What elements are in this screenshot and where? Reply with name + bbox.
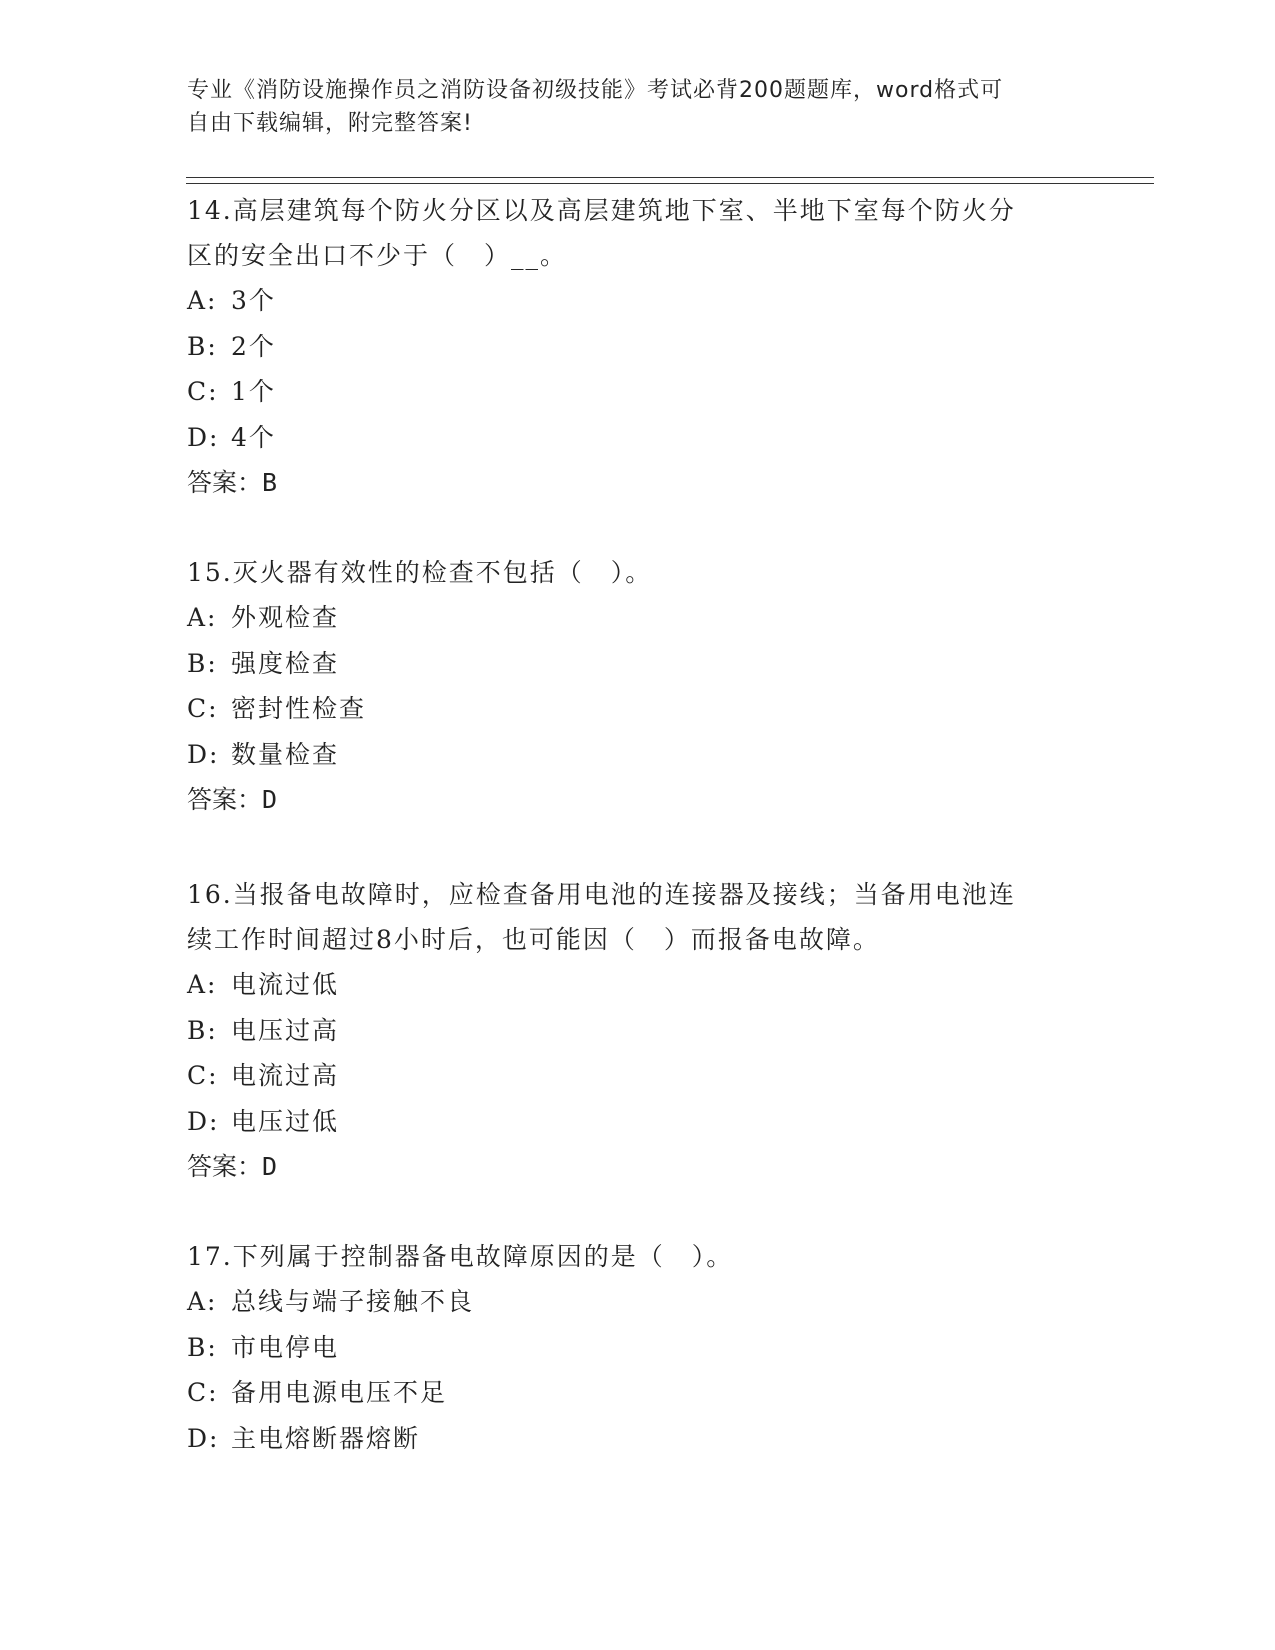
answer-label: 答案： xyxy=(187,468,263,497)
option-letter: A: xyxy=(187,970,218,999)
header-line-1: 专业《消防设施操作员之消防设备初级技能》考试必背200题题库，word格式可 xyxy=(187,78,1004,103)
header-divider-top xyxy=(186,177,1154,178)
answer-value: B xyxy=(262,468,278,497)
option-letter: B: xyxy=(187,1015,218,1045)
option-text: 强度检查 xyxy=(231,648,340,678)
question-stem-line: 15.灭火器有效性的检查不包括（ ）。 xyxy=(187,558,653,587)
question-stem-line: 14.高层建筑每个防火分区以及高层建筑地下室、半地下室每个防火分 xyxy=(187,196,1016,225)
option-d xyxy=(187,1099,1087,1145)
answer-line xyxy=(187,777,1087,823)
option-b xyxy=(187,1325,1087,1371)
answer-value: D xyxy=(262,785,278,814)
question-stem-line: 17.下列属于控制器备电故障原因的是（ ）。 xyxy=(187,1242,734,1271)
option-text: 电压过高 xyxy=(231,1015,340,1045)
option-letter: B: xyxy=(187,1332,218,1362)
option-letter: A: xyxy=(187,286,218,315)
option-letter: D: xyxy=(187,1106,220,1136)
option-a xyxy=(187,278,1087,324)
option-letter: D: xyxy=(187,1423,220,1453)
option-text: 电流过高 xyxy=(231,1061,340,1090)
option-text: 2个 xyxy=(231,331,276,361)
option-c xyxy=(187,1370,1087,1416)
option-letter: A: xyxy=(187,1287,218,1316)
option-letter: D: xyxy=(187,422,220,452)
option-letter: C: xyxy=(187,1378,219,1407)
option-c xyxy=(187,1053,1087,1099)
question-stem-line: 续工作时间超过8小时后，也可能因（ ）而报备电故障。 xyxy=(187,925,880,954)
option-letter: C: xyxy=(187,377,219,406)
option-text: 总线与端子接触不良 xyxy=(231,1287,475,1316)
option-letter: B: xyxy=(187,331,218,361)
option-a xyxy=(187,962,1087,1008)
option-b xyxy=(187,1008,1087,1054)
document-header-note xyxy=(187,74,1087,140)
option-letter: C: xyxy=(187,694,219,723)
header-line-2: 自由下载编辑，附完整答案! xyxy=(187,111,473,136)
answer-value: D xyxy=(262,1152,278,1181)
option-b xyxy=(187,641,1087,687)
option-text: 4个 xyxy=(231,422,276,452)
question-stem xyxy=(187,188,1087,278)
question-stem-line: 区的安全出口不少于（ ）__。 xyxy=(187,241,568,270)
question-15 xyxy=(187,550,1087,823)
answer-label: 答案： xyxy=(187,785,263,814)
question-stem xyxy=(187,550,1087,595)
answer-label: 答案： xyxy=(187,1152,263,1181)
question-16 xyxy=(187,872,1087,1190)
option-letter: C: xyxy=(187,1061,219,1090)
question-14 xyxy=(187,188,1087,506)
option-text: 电流过低 xyxy=(231,970,340,999)
option-text: 主电熔断器熔断 xyxy=(231,1423,421,1453)
question-stem-line: 16.当报备电故障时，应检查备用电池的连接器及接线；当备用电池连 xyxy=(187,880,1016,909)
option-text: 3个 xyxy=(231,286,276,315)
option-text: 电压过低 xyxy=(231,1106,340,1136)
question-stem xyxy=(187,872,1087,962)
option-d xyxy=(187,415,1087,461)
option-text: 外观检查 xyxy=(231,603,340,632)
option-letter: A: xyxy=(187,603,218,632)
question-17 xyxy=(187,1234,1087,1461)
option-b xyxy=(187,324,1087,370)
question-stem xyxy=(187,1234,1087,1279)
option-a xyxy=(187,595,1087,641)
option-text: 1个 xyxy=(231,377,276,406)
option-c xyxy=(187,369,1087,415)
option-text: 备用电源电压不足 xyxy=(231,1378,448,1407)
answer-line xyxy=(187,1144,1087,1190)
option-c xyxy=(187,686,1087,732)
option-text: 数量检查 xyxy=(231,739,340,769)
option-d xyxy=(187,1416,1087,1462)
option-letter: B: xyxy=(187,648,218,678)
option-d xyxy=(187,732,1087,778)
option-text: 密封性检查 xyxy=(231,694,367,723)
option-text: 市电停电 xyxy=(231,1332,340,1362)
header-divider-bottom xyxy=(186,183,1154,184)
option-letter: D: xyxy=(187,739,220,769)
option-a xyxy=(187,1279,1087,1325)
answer-line xyxy=(187,460,1087,506)
